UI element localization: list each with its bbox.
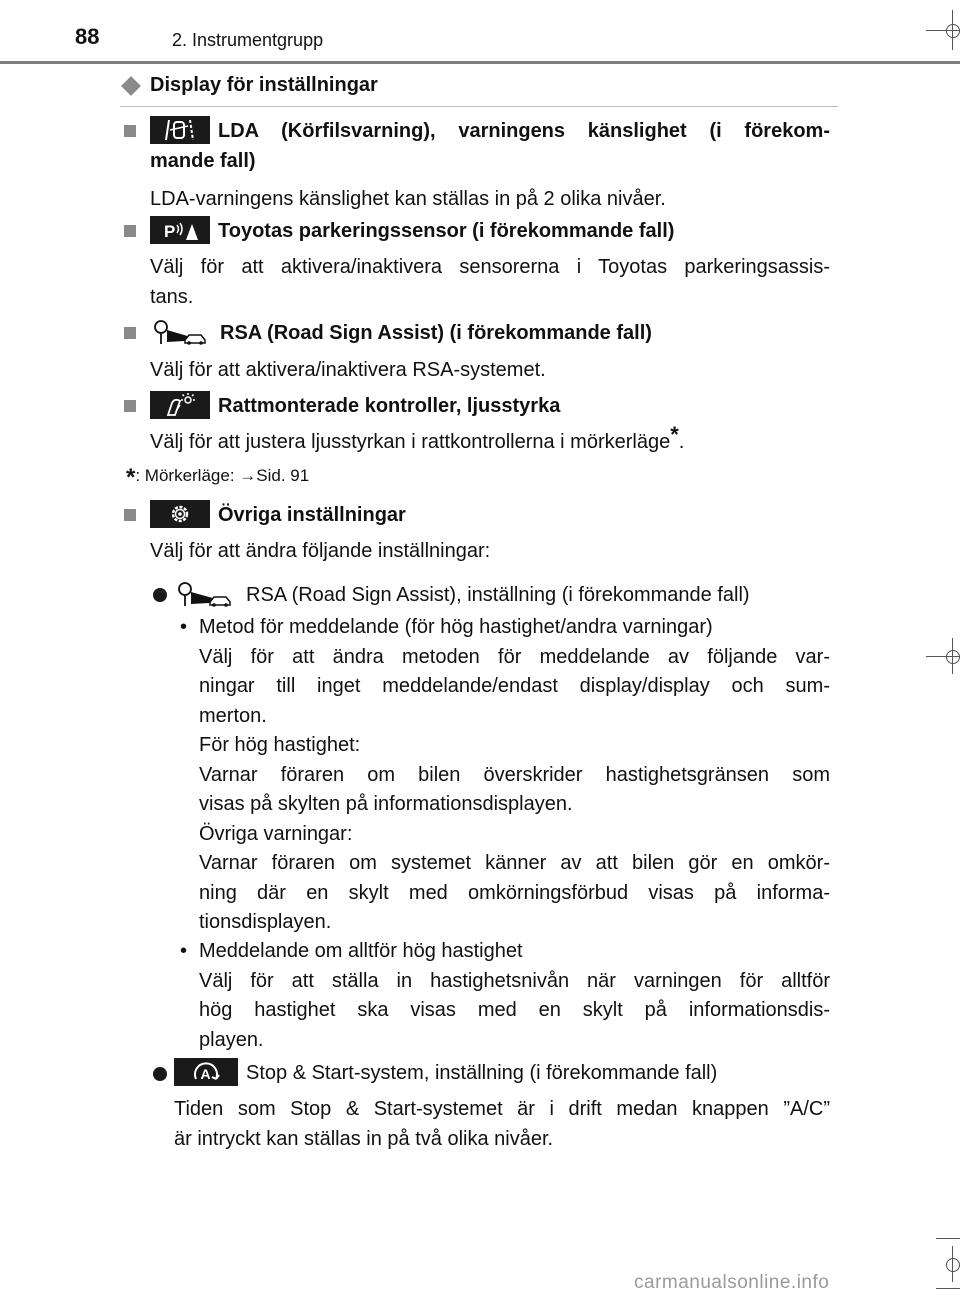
bullet-line: merton. xyxy=(199,704,267,727)
round-bullet-icon xyxy=(153,588,167,602)
bullet-line: hög hastighet ska visas med en skylt på informationsdis- xyxy=(199,999,830,1021)
entry-steering-brightness xyxy=(124,391,830,457)
entry-lda-title-l1: LDA (Körfilsvarning), varningens känslighet (i förekom- xyxy=(218,120,830,142)
bullet-line: Varnar föraren om systemet känner av att bilen gör en omkör- xyxy=(199,852,830,874)
entry-lda xyxy=(124,116,830,214)
diamond-icon xyxy=(121,76,141,96)
sub-item-stop-start xyxy=(174,1058,830,1088)
entry-lda-title-l2: mande fall) xyxy=(150,150,256,172)
svg-text:P: P xyxy=(164,221,176,241)
arrow-right-icon: → xyxy=(239,466,257,485)
square-bullet-icon xyxy=(124,327,136,339)
entry-parking-title-text: Toyotas parkeringssensor (i förekommande fall) xyxy=(218,220,675,242)
bullet-line: Välj för att ställa in hastighetsnivån när varningen för alltför xyxy=(199,969,830,992)
entry-steering-desc xyxy=(124,422,830,457)
entry-lda-title xyxy=(124,116,830,176)
bullet-line: Varnar föraren om bilen överskrider hastighetsgränsen som xyxy=(199,763,830,786)
svg-text:A: A xyxy=(200,1065,211,1082)
bullet-line: Välj för att ändra metoden för meddelande av följande var- xyxy=(199,645,830,668)
entry-parking-sensor xyxy=(124,216,830,312)
road-sign-assist-icon xyxy=(150,317,212,347)
bullet-line: visas på skylten på informationsdisplayen. xyxy=(199,793,573,815)
section-title xyxy=(122,74,378,97)
round-bullet-icon xyxy=(153,1067,167,1081)
bullet-line: tionsdisplayen. xyxy=(199,911,332,933)
sub-item-stop-start-desc xyxy=(174,1094,830,1154)
bullet-overspeed-head: Meddelande om alltför hög hastighet xyxy=(199,940,523,962)
footnote-page-ref[interactable]: Sid. 91 xyxy=(256,466,310,485)
bullet-line: ningar till inget meddelande/endast display/display och sum- xyxy=(199,675,830,697)
parking-sensor-icon xyxy=(150,216,210,244)
section-rule xyxy=(120,106,838,107)
chapter-title: 2. Instrumentgrupp xyxy=(172,30,324,50)
road-sign-assist-icon xyxy=(174,580,238,608)
entry-steering-desc-end: . xyxy=(678,431,685,453)
page-number: 88 xyxy=(75,24,100,49)
entry-rsa-title xyxy=(124,318,830,349)
lda-lane-icon xyxy=(150,116,210,144)
bullet-line: För hög hastighet: xyxy=(199,734,361,756)
entry-parking-desc-l2: tans. xyxy=(150,286,194,308)
entry-lda-desc: LDA-varningens känslighet kan ställas in på 2 olika nivåer. xyxy=(150,188,666,210)
stop-start-desc-l1: Tiden som Stop & Start-systemet är i drift medan knappen ”A/C” xyxy=(174,1098,830,1120)
footnote xyxy=(126,464,309,492)
bullet-marker: • xyxy=(180,616,188,638)
entry-rsa xyxy=(124,318,830,385)
entry-rsa-title-text: RSA (Road Sign Assist) (i förekommande fall) xyxy=(220,322,652,344)
sub-item-rsa-setting xyxy=(174,580,830,610)
footnote-star: * xyxy=(126,464,136,491)
entry-steering-desc-text: Välj för att justera ljusstyrkan i rattkontrollerna i mörkerläge xyxy=(150,431,671,453)
stop-start-desc-l2: är intryckt kan ställas in på två olika nivåer. xyxy=(174,1128,554,1150)
steering-brightness-icon xyxy=(150,391,210,419)
bullet-notification-method xyxy=(180,613,830,938)
stop-start-icon xyxy=(174,1058,238,1086)
section-title-text: Display för inställningar xyxy=(150,74,378,96)
bullet-marker: • xyxy=(180,940,188,962)
square-bullet-icon xyxy=(124,225,136,237)
bullet-line: Övriga varningar: xyxy=(199,822,353,845)
header-rule xyxy=(0,61,960,64)
entry-other-title xyxy=(124,500,830,530)
bullet-overspeed-message xyxy=(180,937,830,1055)
entry-other-desc: Välj för att ändra följande inställningar: xyxy=(150,540,491,562)
square-bullet-icon xyxy=(124,509,136,521)
entry-parking-title xyxy=(124,216,830,246)
sub-item-stop-start-title: Stop & Start-system, inställning (i förekommande fall) xyxy=(246,1062,718,1084)
bullet-line: ning där en skylt med omkörningsförbud visas på informa- xyxy=(199,881,830,904)
square-bullet-icon xyxy=(124,125,136,137)
footnote-text: : Mörkerläge: xyxy=(135,466,240,485)
footnote-marker: * xyxy=(670,422,679,447)
entry-parking-desc-l1: Välj för att aktivera/inaktivera sensorerna i Toyotas parkeringsassis- xyxy=(150,256,830,278)
bullet-notification-head: Metod för meddelande (för hög hastighet/andra varningar) xyxy=(199,616,713,638)
gear-icon xyxy=(150,500,210,528)
bullet-line: playen. xyxy=(199,1028,264,1051)
entry-rsa-desc: Välj för att aktivera/inaktivera RSA-systemet. xyxy=(150,358,546,381)
entry-steering-title xyxy=(124,391,830,421)
entry-steering-title-text: Rattmonterade kontroller, ljusstyrka xyxy=(218,395,561,417)
entry-other-title-text: Övriga inställningar xyxy=(218,504,406,526)
entry-parking-desc xyxy=(124,252,830,312)
watermark: carmanualsonline.info xyxy=(634,1272,830,1293)
square-bullet-icon xyxy=(124,400,136,412)
sub-item-rsa-title: RSA (Road Sign Assist), inställning (i förekommande fall) xyxy=(246,584,750,606)
entry-other-settings xyxy=(124,500,830,566)
